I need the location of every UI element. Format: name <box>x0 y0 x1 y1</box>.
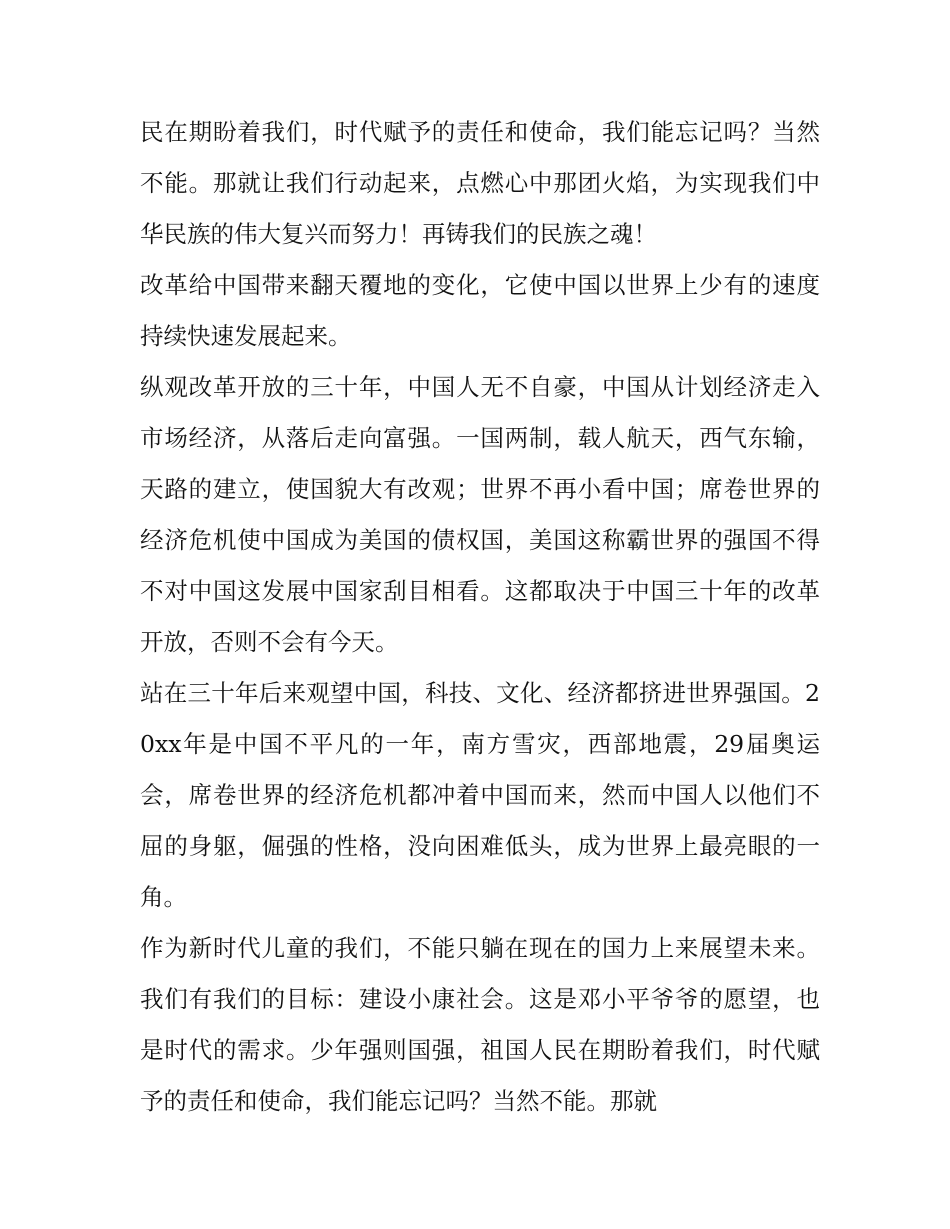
paragraph-2: 改革给中国带来翻天覆地的变化，它使中国以世界上少有的速度持续快速发展起来。 <box>140 271 820 350</box>
paragraph-5: 作为新时代儿童的我们，不能只躺在现在的国力上来展望未来。我们有我们的目标：建设小康社会。这是邓小平爷爷的愿望，也是时代的需求。少年强则国强，祖国人民在期盼着我们，时代赋予的责任和使命，我们能忘记吗？当然不能。那就 <box>140 934 820 1115</box>
document-body <box>140 107 820 1127</box>
paragraph-3: 纵观改革开放的三十年，中国人无不自豪，中国从计划经济走入市场经济，从落后走向富强。一国两制，载人航天，西气东输，天路的建立，使国貌大有改观；世界不再小看中国；席卷世界的经济危机使中国成为美国的债权国，美国这称霸世界的强国不得不对中国这发展中国家刮目相看。这都取决于中国三十年的改革开放，否则不会有今天。 <box>140 373 820 656</box>
paragraph-4: 站在三十年后来观望中国，科技、文化、经济都挤进世界强国。20xx年是中国不平凡的一年，南方雪灾，西部地震，29届奥运会，席卷世界的经济危机都冲着中国而来，然而中国人以他们不屈的身躯，倔强的性格，没向困难低头，成为世界上最亮眼的一角。 <box>140 679 820 911</box>
paragraph-1: 民在期盼着我们，时代赋予的责任和使命，我们能忘记吗？当然不能。那就让我们行动起来，点燃心中那团火焰，为实现我们中华民族的伟大复兴而努力！再铸我们的民族之魂！ <box>140 118 820 248</box>
